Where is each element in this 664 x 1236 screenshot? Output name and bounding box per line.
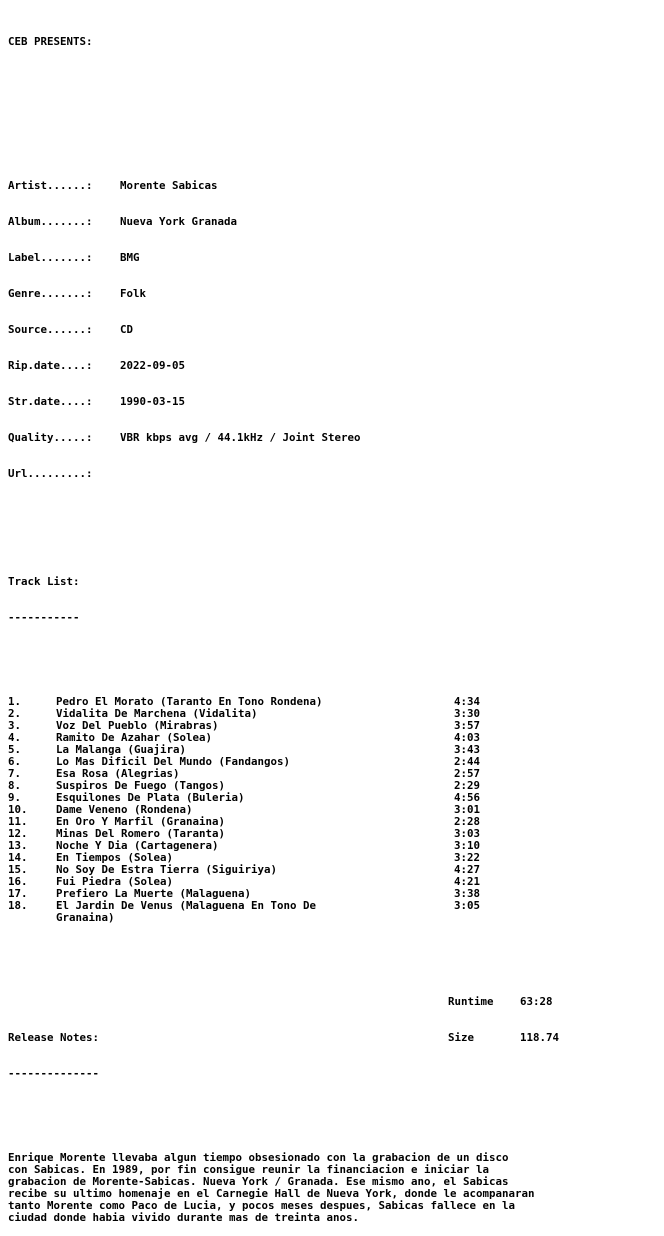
info-value: VBR kbps avg / 44.1kHz / Joint Stereo [120, 431, 361, 444]
track-time: 2:57 [454, 767, 481, 780]
release-notes-line: con Sabicas. En 1989, por fin consigue reunir la financiacion e iniciar la [8, 1163, 490, 1176]
track-number: 15. [8, 863, 28, 876]
spacer [8, 960, 660, 972]
track-number: 17. [8, 887, 28, 900]
track-time: 4:27 [454, 863, 481, 876]
release-notes-body [8, 1152, 660, 1224]
track-number: 16. [8, 875, 28, 888]
track-title: No Soy De Estra Tierra (Siguiriya) [56, 863, 278, 876]
nfo-document [8, 12, 660, 1236]
release-notes-line: grabacion de Morente-Sabicas. Nueva York / Granada. Ese mismo ano, el Sabicas [8, 1175, 509, 1188]
info-row-url [8, 468, 660, 480]
track-time: 3:03 [454, 827, 481, 840]
info-label: Str.date....: [8, 395, 93, 408]
track-time: 3:05 [454, 899, 481, 912]
track-time: 4:21 [454, 875, 481, 888]
track-title: Minas Del Romero (Taranta) [56, 827, 226, 840]
track-number: 18. [8, 899, 28, 912]
track-time: 3:01 [454, 803, 481, 816]
info-label: Artist......: [8, 179, 93, 192]
track-title: Esa Rosa (Alegrias) [56, 767, 180, 780]
track-time: 3:57 [454, 719, 481, 732]
track-title: Pedro El Morato (Taranto En Tono Rondena) [56, 695, 323, 708]
track-title: La Malanga (Guajira) [56, 743, 187, 756]
info-row-source [8, 324, 660, 336]
release-notes-underline: -------------- [8, 1067, 100, 1080]
info-label: Quality.....: [8, 431, 93, 444]
size-label: Size [448, 1031, 475, 1044]
runtime-value: 63:28 [520, 995, 553, 1008]
spacer [8, 1104, 660, 1116]
spacer [8, 540, 660, 552]
track-number: 6. [8, 755, 22, 768]
info-value: Nueva York Granada [120, 215, 238, 228]
track-number: 11. [8, 815, 28, 828]
info-row-label [8, 252, 660, 264]
runtime-row [8, 996, 660, 1008]
track-time: 4:03 [454, 731, 481, 744]
track-time: 2:44 [454, 755, 481, 768]
track-title: El Jardin De Venus (Malaguena En Tono De [56, 899, 317, 912]
info-value: Folk [120, 287, 147, 300]
tracklist-heading: Track List: [8, 575, 80, 588]
info-label: Source......: [8, 323, 93, 336]
info-label: Album.......: [8, 215, 93, 228]
spacer [8, 72, 660, 84]
release-notes-heading-row [8, 1032, 660, 1044]
track-title: Dame Veneno (Rondena) [56, 803, 193, 816]
track-title: En Tiempos (Solea) [56, 851, 174, 864]
info-value: BMG [120, 251, 140, 264]
info-value: Morente Sabicas [120, 179, 218, 192]
spacer [8, 648, 660, 660]
track-title: Vidalita De Marchena (Vidalita) [56, 707, 258, 720]
track-number: 3. [8, 719, 22, 732]
tracklist-underline: ----------- [8, 611, 80, 624]
track-number: 2. [8, 707, 22, 720]
track-title: Voz Del Pueblo (Mirabras) [56, 719, 219, 732]
track-number: 1. [8, 695, 22, 708]
info-value: 2022-09-05 [120, 359, 186, 372]
track-number: 4. [8, 731, 22, 744]
track-time: 3:10 [454, 839, 481, 852]
info-row-album [8, 216, 660, 228]
track-time: 2:29 [454, 779, 481, 792]
track-title: Fui Piedra (Solea) [56, 875, 174, 888]
size-value: 118.74 [520, 1031, 560, 1044]
header-title: CEB PRESENTS: [8, 35, 93, 48]
track-list [8, 696, 660, 924]
info-label: Genre.......: [8, 287, 93, 300]
track-time: 3:38 [454, 887, 481, 900]
track-number: 10. [8, 803, 28, 816]
release-notes-heading: Release Notes: [8, 1031, 100, 1044]
track-time: 2:28 [454, 815, 481, 828]
track-time: 3:22 [454, 851, 481, 864]
track-time: 3:43 [454, 743, 481, 756]
track-title: Ramito De Azahar (Solea) [56, 731, 213, 744]
track-title: Prefiero La Muerte (Malaguena) [56, 887, 252, 900]
track-time: 3:30 [454, 707, 481, 720]
track-title-continuation: Granaina) [56, 911, 115, 924]
track-title: Suspiros De Fuego (Tangos) [56, 779, 226, 792]
runtime-label: Runtime [448, 995, 494, 1008]
track-number: 8. [8, 779, 22, 792]
track-title: Lo Mas Dificil Del Mundo (Fandangos) [56, 755, 291, 768]
track-time: 4:56 [454, 791, 481, 804]
info-row-artist [8, 180, 660, 192]
info-row-str-date [8, 396, 660, 408]
info-block [8, 156, 660, 504]
release-notes-line: Enrique Morente llevaba algun tiempo obsesionado con la grabacion de un disco [8, 1151, 509, 1164]
info-value: 1990-03-15 [120, 395, 186, 408]
release-notes-line: tanto Morente como Paco de Lucia, y pocos meses despues, Sabicas fallece en la [8, 1199, 516, 1212]
info-value: CD [120, 323, 134, 336]
info-row-rip-date [8, 360, 660, 372]
spacer [8, 108, 660, 120]
track-number: 7. [8, 767, 22, 780]
info-label: Url.........: [8, 467, 93, 480]
track-time: 4:34 [454, 695, 481, 708]
release-notes-line: ciudad donde habia vivido durante mas de treinta anos. [8, 1211, 360, 1224]
track-number: 9. [8, 791, 22, 804]
info-label: Label.......: [8, 251, 93, 264]
track-number: 5. [8, 743, 22, 756]
track-title: Esquilones De Plata (Buleria) [56, 791, 245, 804]
info-row-quality [8, 432, 660, 444]
track-number: 12. [8, 827, 28, 840]
info-label: Rip.date....: [8, 359, 93, 372]
release-notes-line: recibe su ultimo homenaje en el Carnegie Hall de Nueva York, donde le acompanaran [8, 1187, 535, 1200]
track-number: 14. [8, 851, 28, 864]
track-number: 13. [8, 839, 28, 852]
track-title: En Oro Y Marfil (Granaina) [56, 815, 226, 828]
track-title: Noche Y Dia (Cartagenera) [56, 839, 219, 852]
track-row-continuation [8, 912, 660, 924]
info-row-genre [8, 288, 660, 300]
